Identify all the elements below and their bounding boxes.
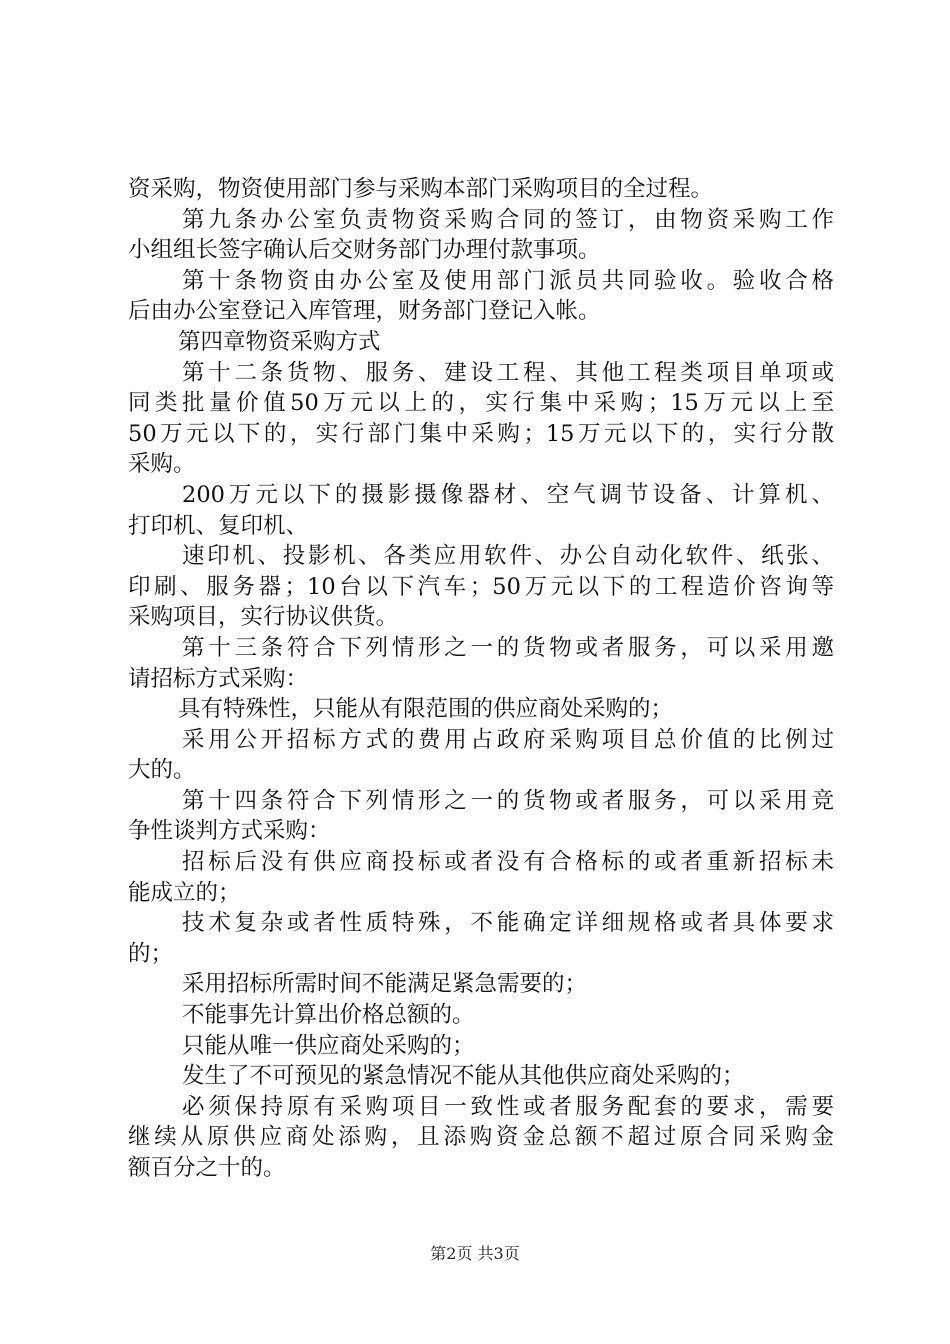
text-line: 第九条办公室负责物资采购合同的签订，由物资采购工作: [182, 206, 834, 233]
text-line: 速印机、投影机、各类应用软件、办公自动化软件、纸张、: [182, 543, 834, 570]
text-line: 小组组长签字确认后交财务部门办理付款事项。: [128, 237, 601, 264]
text-line: 的；: [128, 940, 174, 967]
text-line: 技术复杂或者性质特殊，不能确定详细规格或者具体要求: [182, 910, 834, 937]
text-line: 后由办公室登记入库管理，财务部门登记入帐。: [128, 298, 601, 325]
text-line: 请招标方式采购：: [128, 665, 309, 692]
text-line: 必须保持原有采购项目一致性或者服务配套的要求，需要: [182, 1093, 834, 1120]
text-line: 大的。: [128, 757, 196, 784]
text-line: 打印机、复印机、: [128, 512, 309, 539]
text-line: 第十三条符合下列情形之一的货物或者服务，可以采用邀: [182, 634, 834, 661]
text-line: 招标后没有供应商投标或者没有合格标的或者重新招标未: [182, 849, 834, 876]
page-number-footer: 第2页 共3页: [430, 1244, 520, 1263]
text-line: 具有特殊性，只能从有限范围的供应商处采购的；: [178, 696, 674, 723]
text-line: 资采购，物资使用部门参与采购本部门采购项目的全过程。: [128, 176, 714, 202]
text-line: 采用公开招标方式的费用占政府采购项目总价值的比例过: [182, 726, 834, 753]
text-line: 只能从唯一供应商处采购的；: [182, 1032, 475, 1059]
text-line: 50万元以下的，实行部门集中采购；15万元以下的，实行分散: [128, 420, 834, 447]
text-line: 同类批量价值50万元以上的，实行集中采购；15万元以上至: [128, 390, 834, 417]
text-line: 采用招标所需时间不能满足紧急需要的；: [182, 971, 588, 998]
text-line: 采购。: [128, 451, 196, 478]
text-line: 第十二条货物、服务、建设工程、其他工程类项目单项或: [182, 359, 834, 386]
text-line: 继续从原供应商处添购，且添购资金总额不超过原合同采购金: [128, 1124, 834, 1151]
document-body: [128, 174, 834, 1184]
text-line: 第十四条符合下列情形之一的货物或者服务，可以采用竞: [182, 787, 834, 814]
text-line: 争性谈判方式采购：: [128, 818, 331, 845]
text-line: 能成立的；: [128, 879, 241, 906]
text-line: 发生了不可预见的紧急情况不能从其他供应商处采购的；: [182, 1063, 745, 1090]
text-line: 200万元以下的摄影摄像器材、空气调节设备、计算机、: [182, 481, 834, 508]
text-line: 第十条物资由办公室及使用部门派员共同验收。验收合格: [182, 267, 834, 294]
text-line: 第四章物资采购方式: [178, 328, 381, 355]
text-line: 采购项目，实行协议供货。: [128, 604, 399, 631]
text-line: 额百分之十的。: [128, 1155, 286, 1181]
text-line: 印刷、服务器；10台以下汽车；50万元以下的工程造价咨询等: [128, 573, 834, 600]
text-line: 不能事先计算出价格总额的。: [182, 1002, 475, 1029]
